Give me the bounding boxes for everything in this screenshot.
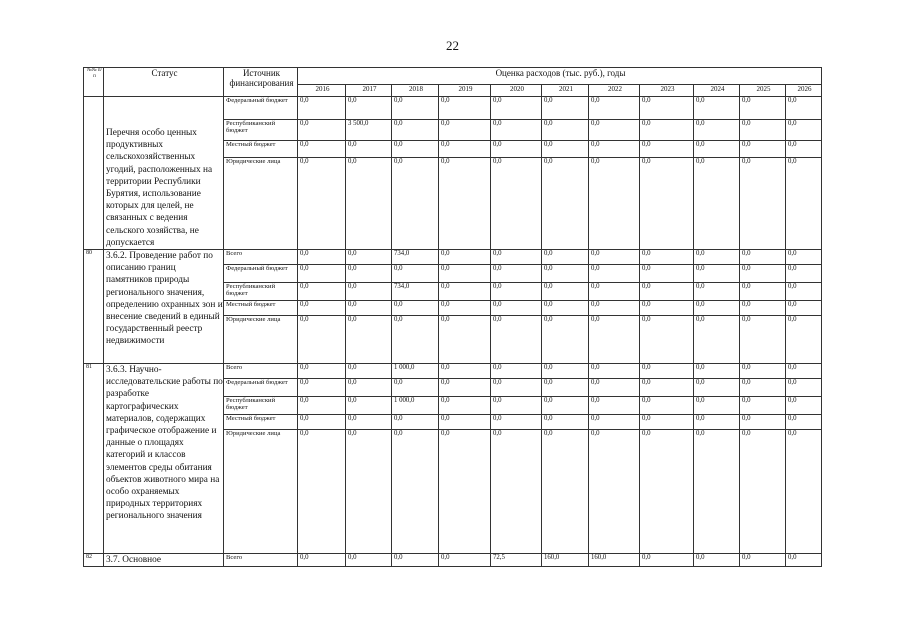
value-cell: 0,0 <box>439 379 491 397</box>
value-cell: 0,0 <box>640 415 694 430</box>
row-number: 80 <box>84 250 104 364</box>
value-cell: 0,0 <box>298 415 346 430</box>
value-cell: 0,0 <box>589 415 640 430</box>
budget-table <box>83 67 822 567</box>
value-cell: 0,0 <box>439 430 491 554</box>
value-cell: 0,0 <box>740 301 786 316</box>
value-cell: 0,0 <box>392 430 439 554</box>
value-cell: 0,0 <box>694 283 740 301</box>
value-cell: 0,0 <box>786 554 822 567</box>
value-cell: 0,0 <box>439 415 491 430</box>
value-cell: 0,0 <box>694 379 740 397</box>
value-cell: 0,0 <box>298 141 346 158</box>
header-number: №№ п/п <box>84 68 104 97</box>
value-cell: 0,0 <box>392 316 439 364</box>
value-cell: 0,0 <box>491 97 542 120</box>
value-cell: 0,0 <box>786 430 822 554</box>
value-cell: 0,0 <box>589 97 640 120</box>
value-cell: 0,0 <box>589 364 640 379</box>
value-cell: 0,0 <box>542 120 589 141</box>
table-row <box>84 364 822 379</box>
funding-source-cell: Республиканский бюджет <box>224 397 298 415</box>
value-cell: 0,0 <box>640 97 694 120</box>
value-cell: 0,0 <box>392 379 439 397</box>
value-cell: 0,0 <box>439 364 491 379</box>
value-cell: 0,0 <box>694 316 740 364</box>
value-cell: 0,0 <box>542 364 589 379</box>
value-cell: 0,0 <box>491 141 542 158</box>
funding-source-cell: Федеральный бюджет <box>224 97 298 120</box>
value-cell: 0,0 <box>298 265 346 283</box>
value-cell: 0,0 <box>392 265 439 283</box>
value-cell: 0,0 <box>542 397 589 415</box>
value-cell: 0,0 <box>786 97 822 120</box>
value-cell: 0,0 <box>740 97 786 120</box>
funding-source-cell: Республиканский бюджет <box>224 283 298 301</box>
value-cell: 0,0 <box>640 158 694 250</box>
value-cell: 0,0 <box>392 301 439 316</box>
value-cell: 0,0 <box>439 283 491 301</box>
funding-source-cell: Всего <box>224 554 298 567</box>
value-cell: 0,0 <box>346 301 392 316</box>
value-cell: 0,0 <box>640 364 694 379</box>
value-cell: 0,0 <box>786 250 822 265</box>
value-cell: 0,0 <box>589 397 640 415</box>
value-cell: 0,0 <box>346 97 392 120</box>
value-cell: 0,0 <box>298 430 346 554</box>
value-cell: 0,0 <box>740 379 786 397</box>
funding-source-cell: Юридические лица <box>224 316 298 364</box>
header-year: 2016 <box>298 85 346 97</box>
header-year: 2017 <box>346 85 392 97</box>
value-cell: 0,0 <box>589 141 640 158</box>
value-cell: 0,0 <box>640 397 694 415</box>
value-cell: 0,0 <box>694 120 740 141</box>
value-cell: 0,0 <box>392 120 439 141</box>
value-cell: 0,0 <box>542 283 589 301</box>
status-cell: 3.6.3. Научно-исследовательские работы по разработке картографических материалов, содержащих графическое отображение и данные о площадях категорий и классов элементов среды обитания объектов животного мира на особо охраняемых природных территориях регионального значения <box>104 364 224 554</box>
value-cell: 0,0 <box>491 283 542 301</box>
value-cell: 0,0 <box>298 397 346 415</box>
value-cell: 0,0 <box>640 141 694 158</box>
value-cell: 0,0 <box>542 158 589 250</box>
value-cell: 0,0 <box>439 97 491 120</box>
value-cell: 0,0 <box>491 158 542 250</box>
value-cell: 0,0 <box>298 97 346 120</box>
value-cell: 0,0 <box>740 141 786 158</box>
value-cell: 0,0 <box>542 430 589 554</box>
value-cell: 0,0 <box>392 158 439 250</box>
table-row <box>84 250 822 265</box>
value-cell: 0,0 <box>740 364 786 379</box>
funding-source-cell: Местный бюджет <box>224 141 298 158</box>
value-cell: 0,0 <box>439 301 491 316</box>
value-cell: 0,0 <box>786 301 822 316</box>
header-year: 2023 <box>640 85 694 97</box>
value-cell: 0,0 <box>740 430 786 554</box>
value-cell: 0,0 <box>786 120 822 141</box>
value-cell: 0,0 <box>589 301 640 316</box>
value-cell: 0,0 <box>542 301 589 316</box>
status-cell: 3.6.2. Проведение работ по описанию границ памятников природы регионального значения, определению охранных зон и внесение сведений в единый государственный реестр недвижимости <box>104 250 224 364</box>
value-cell: 0,0 <box>542 141 589 158</box>
value-cell: 1 000,0 <box>392 397 439 415</box>
value-cell: 0,0 <box>346 158 392 250</box>
value-cell: 0,0 <box>694 250 740 265</box>
value-cell: 0,0 <box>542 316 589 364</box>
header-year: 2020 <box>491 85 542 97</box>
header-estimate: Оценка расходов (тыс. руб.), годы <box>298 68 822 85</box>
value-cell: 0,0 <box>542 379 589 397</box>
value-cell: 0,0 <box>439 158 491 250</box>
funding-source-cell: Юридические лица <box>224 158 298 250</box>
value-cell: 0,0 <box>640 120 694 141</box>
value-cell: 0,0 <box>740 250 786 265</box>
value-cell: 0,0 <box>491 379 542 397</box>
value-cell: 0,0 <box>786 283 822 301</box>
value-cell: 0,0 <box>298 283 346 301</box>
value-cell: 0,0 <box>589 120 640 141</box>
value-cell: 0,0 <box>491 430 542 554</box>
value-cell: 0,0 <box>786 158 822 250</box>
value-cell: 0,0 <box>786 379 822 397</box>
funding-source-cell: Юридические лица <box>224 430 298 554</box>
value-cell: 0,0 <box>491 415 542 430</box>
value-cell: 0,0 <box>346 283 392 301</box>
value-cell: 160,0 <box>542 554 589 567</box>
value-cell: 0,0 <box>542 97 589 120</box>
header-year: 2024 <box>694 85 740 97</box>
value-cell: 0,0 <box>491 364 542 379</box>
value-cell: 0,0 <box>694 430 740 554</box>
value-cell: 0,0 <box>694 141 740 158</box>
value-cell: 0,0 <box>589 158 640 250</box>
value-cell: 0,0 <box>740 397 786 415</box>
value-cell: 0,0 <box>346 364 392 379</box>
value-cell: 0,0 <box>298 554 346 567</box>
funding-source-cell: Федеральный бюджет <box>224 379 298 397</box>
value-cell: 0,0 <box>542 250 589 265</box>
value-cell: 0,0 <box>439 397 491 415</box>
page-number: 22 <box>446 38 459 53</box>
value-cell: 0,0 <box>392 554 439 567</box>
value-cell: 0,0 <box>694 415 740 430</box>
value-cell: 0,0 <box>491 397 542 415</box>
value-cell: 0,0 <box>439 554 491 567</box>
value-cell: 1 000,0 <box>392 364 439 379</box>
value-cell: 0,0 <box>542 415 589 430</box>
value-cell: 0,0 <box>392 141 439 158</box>
status-cell: 3.7. Основное <box>104 554 224 567</box>
value-cell: 0,0 <box>346 430 392 554</box>
value-cell: 0,0 <box>640 316 694 364</box>
value-cell: 0,0 <box>346 250 392 265</box>
value-cell: 0,0 <box>640 430 694 554</box>
value-cell: 0,0 <box>740 265 786 283</box>
value-cell: 0,0 <box>694 301 740 316</box>
value-cell: 0,0 <box>694 265 740 283</box>
value-cell: 0,0 <box>346 265 392 283</box>
value-cell: 0,0 <box>694 554 740 567</box>
status-cell: Перечня особо ценных продуктивных сельскохозяйственных угодий, расположенных на территории Республики Бурятия, использование которых для целей, не связанных с ведения сельского хозяйства, не допускается <box>104 97 224 250</box>
table-row <box>84 97 822 120</box>
value-cell: 0,0 <box>439 316 491 364</box>
value-cell: 0,0 <box>786 364 822 379</box>
value-cell: 0,0 <box>298 364 346 379</box>
value-cell: 734,0 <box>392 250 439 265</box>
value-cell: 0,0 <box>589 265 640 283</box>
header-year: 2019 <box>439 85 491 97</box>
value-cell: 0,0 <box>640 554 694 567</box>
value-cell: 0,0 <box>346 397 392 415</box>
value-cell: 0,0 <box>740 120 786 141</box>
row-number <box>84 97 104 250</box>
value-cell: 72,5 <box>491 554 542 567</box>
funding-source-cell: Местный бюджет <box>224 301 298 316</box>
value-cell: 0,0 <box>491 265 542 283</box>
funding-source-cell: Всего <box>224 364 298 379</box>
value-cell: 0,0 <box>439 141 491 158</box>
value-cell: 0,0 <box>740 316 786 364</box>
value-cell: 0,0 <box>786 141 822 158</box>
value-cell: 0,0 <box>542 265 589 283</box>
value-cell: 0,0 <box>346 316 392 364</box>
header-source: Источник финансирования <box>224 68 298 97</box>
value-cell: 0,0 <box>694 397 740 415</box>
funding-source-cell: Всего <box>224 250 298 265</box>
value-cell: 734,0 <box>392 283 439 301</box>
value-cell: 0,0 <box>491 316 542 364</box>
value-cell: 0,0 <box>786 415 822 430</box>
value-cell: 0,0 <box>298 301 346 316</box>
value-cell: 0,0 <box>439 120 491 141</box>
table-row <box>84 554 822 567</box>
header-year: 2026 <box>786 85 822 97</box>
header-status: Статус <box>104 68 224 97</box>
value-cell: 0,0 <box>694 364 740 379</box>
header-year: 2018 <box>392 85 439 97</box>
value-cell: 0,0 <box>298 158 346 250</box>
value-cell: 0,0 <box>740 158 786 250</box>
value-cell: 0,0 <box>740 283 786 301</box>
value-cell: 0,0 <box>740 554 786 567</box>
header-year: 2025 <box>740 85 786 97</box>
funding-source-cell: Местный бюджет <box>224 415 298 430</box>
funding-source-cell: Республиканский бюджет <box>224 120 298 141</box>
value-cell: 0,0 <box>491 120 542 141</box>
value-cell: 0,0 <box>392 415 439 430</box>
header-year: 2021 <box>542 85 589 97</box>
value-cell: 0,0 <box>491 250 542 265</box>
value-cell: 0,0 <box>439 265 491 283</box>
value-cell: 0,0 <box>346 379 392 397</box>
value-cell: 0,0 <box>786 316 822 364</box>
value-cell: 0,0 <box>346 141 392 158</box>
value-cell: 0,0 <box>589 250 640 265</box>
header-year: 2022 <box>589 85 640 97</box>
row-number: 82 <box>84 554 104 567</box>
value-cell: 160,0 <box>589 554 640 567</box>
value-cell: 0,0 <box>346 415 392 430</box>
value-cell: 0,0 <box>589 316 640 364</box>
value-cell: 0,0 <box>298 250 346 265</box>
value-cell: 0,0 <box>640 283 694 301</box>
value-cell: 0,0 <box>694 97 740 120</box>
value-cell: 0,0 <box>298 120 346 141</box>
value-cell: 0,0 <box>589 379 640 397</box>
value-cell: 0,0 <box>640 379 694 397</box>
value-cell: 0,0 <box>640 250 694 265</box>
value-cell: 0,0 <box>589 283 640 301</box>
value-cell: 0,0 <box>640 265 694 283</box>
funding-source-cell: Федеральный бюджет <box>224 265 298 283</box>
value-cell: 0,0 <box>640 301 694 316</box>
value-cell: 3 500,0 <box>346 120 392 141</box>
budget-body <box>84 97 822 567</box>
value-cell: 0,0 <box>786 265 822 283</box>
value-cell: 0,0 <box>491 301 542 316</box>
value-cell: 0,0 <box>392 97 439 120</box>
row-number: 81 <box>84 364 104 554</box>
value-cell: 0,0 <box>694 158 740 250</box>
value-cell: 0,0 <box>298 316 346 364</box>
value-cell: 0,0 <box>439 250 491 265</box>
value-cell: 0,0 <box>740 415 786 430</box>
value-cell: 0,0 <box>298 379 346 397</box>
value-cell: 0,0 <box>786 397 822 415</box>
value-cell: 0,0 <box>589 430 640 554</box>
value-cell: 0,0 <box>346 554 392 567</box>
